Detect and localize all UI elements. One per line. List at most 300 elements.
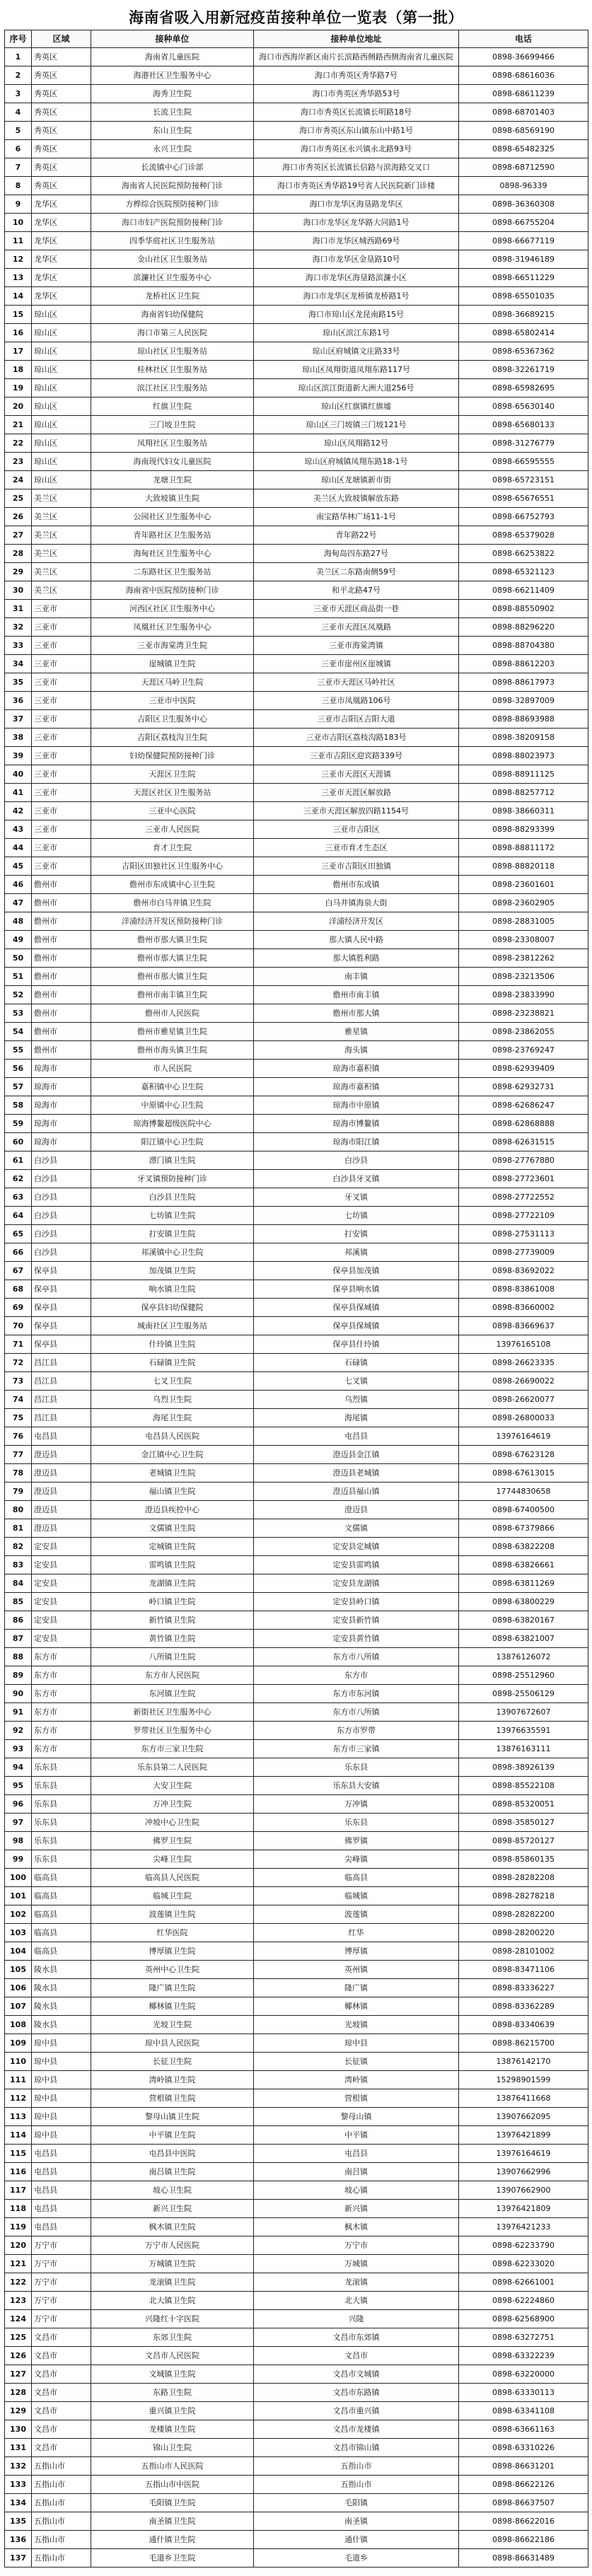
row-number: 65 bbox=[5, 1225, 32, 1243]
row-phone: 0898-62568900 bbox=[459, 2310, 588, 2328]
row-address: 三亚市天涯区解放四路1154号 bbox=[254, 802, 459, 820]
row-district: 琼中县 bbox=[32, 2089, 91, 2108]
table-row bbox=[5, 1060, 588, 1078]
row-address: 乐东县大安镇 bbox=[254, 1777, 459, 1795]
row-phone: 0898-88023973 bbox=[459, 747, 588, 765]
table-row bbox=[5, 48, 588, 66]
row-site-name: 妇幼保健院预防接种门诊 bbox=[91, 747, 254, 765]
row-number: 50 bbox=[5, 949, 32, 968]
row-district: 屯昌县 bbox=[32, 2163, 91, 2181]
row-district: 秀英区 bbox=[32, 140, 91, 158]
row-number: 61 bbox=[5, 1151, 32, 1170]
table-row bbox=[5, 2292, 588, 2310]
table-row bbox=[5, 2310, 588, 2328]
row-address: 南圣镇 bbox=[254, 2512, 459, 2531]
row-number: 46 bbox=[5, 876, 32, 894]
row-district: 琼中县 bbox=[32, 2108, 91, 2126]
row-phone: 0898-28200220 bbox=[459, 1924, 588, 1942]
row-number: 129 bbox=[5, 2402, 32, 2420]
row-address: 保亭县保城镇 bbox=[254, 1299, 459, 1317]
row-district: 秀英区 bbox=[32, 177, 91, 195]
row-phone: 0898-62686247 bbox=[459, 1096, 588, 1115]
row-district: 屯昌县 bbox=[32, 2181, 91, 2200]
row-phone: 0898-28278218 bbox=[459, 1887, 588, 1905]
table-row bbox=[5, 857, 588, 876]
row-number: 31 bbox=[5, 600, 32, 618]
row-address: 东方市三家镇 bbox=[254, 1740, 459, 1758]
row-phone: 0898-63322239 bbox=[459, 2347, 588, 2365]
row-address: 东方市东河镇 bbox=[254, 1685, 459, 1703]
row-number: 72 bbox=[5, 1354, 32, 1372]
row-number: 16 bbox=[5, 324, 32, 342]
row-site-name: 东路卫生院 bbox=[91, 2384, 254, 2402]
row-district: 万宁市 bbox=[32, 2310, 91, 2328]
table-row bbox=[5, 673, 588, 692]
row-district: 琼中县 bbox=[32, 2126, 91, 2145]
row-number: 67 bbox=[5, 1262, 32, 1280]
row-site-name: 英州中心卫生院 bbox=[91, 1961, 254, 1979]
row-number: 107 bbox=[5, 1997, 32, 2016]
row-number: 111 bbox=[5, 2071, 32, 2089]
row-phone: 0898-67400500 bbox=[459, 1501, 588, 1519]
row-address: 定安县雷鸣镇 bbox=[254, 1556, 459, 1574]
row-phone: 0898-96339 bbox=[459, 177, 588, 195]
row-district: 三亚市 bbox=[32, 673, 91, 692]
row-phone: 0898-83340639 bbox=[459, 2016, 588, 2034]
row-site-name: 金江镇中心卫生院 bbox=[91, 1446, 254, 1464]
row-phone: 0898-83362289 bbox=[459, 1997, 588, 2016]
row-phone: 0898-63661163 bbox=[459, 2420, 588, 2439]
row-site-name: 儋州市那大镇卫生院 bbox=[91, 931, 254, 949]
row-district: 琼山区 bbox=[32, 453, 91, 471]
row-phone: 13976635591 bbox=[459, 1722, 588, 1740]
table-row bbox=[5, 968, 588, 986]
row-phone: 0898-66677119 bbox=[459, 232, 588, 250]
row-site-name: 龙塘卫生院 bbox=[91, 471, 254, 489]
row-site-name: 三亚市中医院 bbox=[91, 692, 254, 710]
row-phone: 0898-23601601 bbox=[459, 876, 588, 894]
table-row bbox=[5, 655, 588, 673]
row-district: 琼山区 bbox=[32, 416, 91, 434]
row-district: 琼山区 bbox=[32, 324, 91, 342]
row-phone: 0898-27531113 bbox=[459, 1225, 588, 1243]
row-number: 10 bbox=[5, 214, 32, 232]
row-number: 101 bbox=[5, 1887, 32, 1905]
table-row bbox=[5, 195, 588, 214]
row-number: 106 bbox=[5, 1979, 32, 1997]
row-address: 琼山区滨江街道新大洲大道256号 bbox=[254, 379, 459, 398]
row-address: 石碌镇 bbox=[254, 1354, 459, 1372]
row-number: 55 bbox=[5, 1041, 32, 1060]
row-site-name: 南圣镇卫生院 bbox=[91, 2512, 254, 2531]
row-phone: 0898-83669637 bbox=[459, 1317, 588, 1335]
row-site-name: 方桦综合医院预防接种门诊 bbox=[91, 195, 254, 214]
row-number: 127 bbox=[5, 2365, 32, 2384]
row-number: 87 bbox=[5, 1630, 32, 1648]
row-district: 屯昌县 bbox=[32, 1427, 91, 1446]
row-district: 秀英区 bbox=[32, 103, 91, 122]
row-number: 113 bbox=[5, 2108, 32, 2126]
row-site-name: 营根镇卫生院 bbox=[91, 2089, 254, 2108]
table-row bbox=[5, 618, 588, 637]
row-number: 82 bbox=[5, 1538, 32, 1556]
table-row bbox=[5, 1777, 588, 1795]
row-site-name: 佛罗卫生院 bbox=[91, 1832, 254, 1850]
table-row bbox=[5, 1574, 588, 1593]
row-number: 51 bbox=[5, 968, 32, 986]
row-site-name: 石碌镇卫生院 bbox=[91, 1354, 254, 1372]
table-row bbox=[5, 1409, 588, 1427]
row-address: 澄迈县金江镇 bbox=[254, 1446, 459, 1464]
row-number: 131 bbox=[5, 2439, 32, 2457]
row-phone: 13876126072 bbox=[459, 1648, 588, 1666]
table-row bbox=[5, 802, 588, 820]
row-district: 白沙县 bbox=[32, 1207, 91, 1225]
table-row bbox=[5, 1538, 588, 1556]
table-row bbox=[5, 1887, 588, 1905]
row-site-name: 儋州市南丰镇卫生院 bbox=[91, 986, 254, 1004]
row-district: 屯昌县 bbox=[32, 2145, 91, 2163]
table-row bbox=[5, 2549, 588, 2568]
row-district: 文昌市 bbox=[32, 2420, 91, 2439]
row-district: 临高县 bbox=[32, 1869, 91, 1887]
row-address: 海口市西海岸新区南片长滨路西侧路西侧海南省儿童医院 bbox=[254, 48, 459, 66]
row-site-name: 定城镇卫生院 bbox=[91, 1538, 254, 1556]
table-row bbox=[5, 2181, 588, 2200]
row-phone: 0898-27723601 bbox=[459, 1170, 588, 1188]
row-number: 116 bbox=[5, 2163, 32, 2181]
row-district: 昌江县 bbox=[32, 1372, 91, 1391]
table-row bbox=[5, 342, 588, 361]
row-site-name: 海南现代妇女儿童医院 bbox=[91, 453, 254, 471]
row-phone: 0898-65482325 bbox=[459, 140, 588, 158]
row-address: 五指山市 bbox=[254, 2476, 459, 2494]
row-address: 七叉镇 bbox=[254, 1372, 459, 1391]
row-address: 海尾镇 bbox=[254, 1409, 459, 1427]
table-row bbox=[5, 1740, 588, 1758]
row-district: 龙华区 bbox=[32, 250, 91, 269]
row-site-name: 海南省中医院预防接种门诊 bbox=[91, 581, 254, 600]
row-district: 三亚市 bbox=[32, 802, 91, 820]
row-phone: 0898-62233020 bbox=[459, 2255, 588, 2273]
table-row bbox=[5, 1115, 588, 1133]
row-site-name: 博厚镇卫生院 bbox=[91, 1942, 254, 1961]
row-address: 琼山区龙塘镇新市街 bbox=[254, 471, 459, 489]
row-phone: 0898-28282200 bbox=[459, 1905, 588, 1924]
row-address: 文昌市锦山镇 bbox=[254, 2439, 459, 2457]
row-district: 东方市 bbox=[32, 1666, 91, 1685]
row-district: 三亚市 bbox=[32, 618, 91, 637]
row-number: 96 bbox=[5, 1795, 32, 1814]
row-phone: 0898-88704380 bbox=[459, 637, 588, 655]
row-district: 儋州市 bbox=[32, 912, 91, 931]
row-address: 湾岭镇 bbox=[254, 2071, 459, 2089]
row-site-name: 光坡卫生院 bbox=[91, 2016, 254, 2034]
table-row bbox=[5, 158, 588, 177]
row-phone: 13876142170 bbox=[459, 2053, 588, 2071]
table-row bbox=[5, 912, 588, 931]
row-phone: 0898-62631515 bbox=[459, 1133, 588, 1151]
row-address: 定安县新竹镇 bbox=[254, 1611, 459, 1630]
row-phone: 0898-68712590 bbox=[459, 158, 588, 177]
row-number: 34 bbox=[5, 655, 32, 673]
row-phone: 0898-23308007 bbox=[459, 931, 588, 949]
row-address: 文昌市文城镇 bbox=[254, 2365, 459, 2384]
row-address: 北大镇 bbox=[254, 2292, 459, 2310]
row-number: 89 bbox=[5, 1666, 32, 1685]
row-district: 东方市 bbox=[32, 1740, 91, 1758]
row-number: 12 bbox=[5, 250, 32, 269]
row-site-name: 椰林镇卫生院 bbox=[91, 1997, 254, 2016]
table-row bbox=[5, 2328, 588, 2347]
row-site-name: 桂林社区卫生服务站 bbox=[91, 361, 254, 379]
row-address: 海口市秀英区长流镇长信路与滨海路交叉口 bbox=[254, 158, 459, 177]
row-address: 尖峰镇 bbox=[254, 1850, 459, 1869]
table-row bbox=[5, 1869, 588, 1887]
row-address: 佛罗镇 bbox=[254, 1832, 459, 1850]
row-district: 定安县 bbox=[32, 1574, 91, 1593]
row-district: 文昌市 bbox=[32, 2365, 91, 2384]
table-row bbox=[5, 379, 588, 398]
row-number: 4 bbox=[5, 103, 32, 122]
row-site-name: 长流卫生院 bbox=[91, 103, 254, 122]
row-number: 125 bbox=[5, 2328, 32, 2347]
table-row bbox=[5, 2053, 588, 2071]
row-district: 保亭县 bbox=[32, 1299, 91, 1317]
row-number: 53 bbox=[5, 1004, 32, 1023]
row-number: 37 bbox=[5, 710, 32, 729]
row-site-name: 东郊卫生院 bbox=[91, 2328, 254, 2347]
row-number: 60 bbox=[5, 1133, 32, 1151]
table-row bbox=[5, 434, 588, 453]
row-address: 海口市秀英区秀华路7号 bbox=[254, 66, 459, 85]
row-site-name: 文昌市人民医院 bbox=[91, 2347, 254, 2365]
row-phone: 0898-36689215 bbox=[459, 306, 588, 324]
row-number: 130 bbox=[5, 2420, 32, 2439]
row-site-name: 海口市第三人民医院 bbox=[91, 324, 254, 342]
row-address: 三亚市海棠湾镇 bbox=[254, 637, 459, 655]
row-district: 澄迈县 bbox=[32, 1501, 91, 1519]
row-district: 龙华区 bbox=[32, 232, 91, 250]
table-row bbox=[5, 1961, 588, 1979]
row-site-name: 海南省妇幼保健院 bbox=[91, 306, 254, 324]
table-row bbox=[5, 1188, 588, 1207]
row-site-name: 北大镇卫生院 bbox=[91, 2292, 254, 2310]
row-phone: 0898-65723151 bbox=[459, 471, 588, 489]
row-district: 秀英区 bbox=[32, 85, 91, 103]
row-address: 三亚市天涯区天涯镇 bbox=[254, 765, 459, 784]
row-district: 乐东县 bbox=[32, 1758, 91, 1777]
row-site-name: 海甸社区卫生服务中心 bbox=[91, 545, 254, 563]
row-address: 和平北路47号 bbox=[254, 581, 459, 600]
row-phone: 0898-65982695 bbox=[459, 379, 588, 398]
row-district: 东方市 bbox=[32, 1648, 91, 1666]
row-site-name: 天涯区卫生院 bbox=[91, 765, 254, 784]
table-header-row bbox=[5, 30, 588, 48]
row-phone: 13976165108 bbox=[459, 1335, 588, 1354]
row-site-name: 雷鸣镇卫生院 bbox=[91, 1556, 254, 1574]
row-number: 28 bbox=[5, 545, 32, 563]
row-site-name: 阳江镇中心卫生院 bbox=[91, 1133, 254, 1151]
row-site-name: 澄迈县疾控中心 bbox=[91, 1501, 254, 1519]
table-row bbox=[5, 2163, 588, 2181]
row-phone: 0898-38660311 bbox=[459, 802, 588, 820]
row-address: 琼山区滨江东路1号 bbox=[254, 324, 459, 342]
row-district: 琼山区 bbox=[32, 342, 91, 361]
row-address: 海口市秀英区永兴镇永北路93号 bbox=[254, 140, 459, 158]
row-number: 91 bbox=[5, 1703, 32, 1722]
row-district: 三亚市 bbox=[32, 857, 91, 876]
row-district: 龙华区 bbox=[32, 287, 91, 306]
row-number: 92 bbox=[5, 1722, 32, 1740]
row-site-name: 三亚市海棠湾卫生院 bbox=[91, 637, 254, 655]
row-district: 东方市 bbox=[32, 1722, 91, 1740]
table-row bbox=[5, 2218, 588, 2236]
row-address: 五指山市 bbox=[254, 2457, 459, 2476]
row-district: 保亭县 bbox=[32, 1280, 91, 1299]
table-row bbox=[5, 1942, 588, 1961]
table-row bbox=[5, 1850, 588, 1869]
row-district: 白沙县 bbox=[32, 1225, 91, 1243]
row-site-name: 响水镇卫生院 bbox=[91, 1280, 254, 1299]
row-number: 97 bbox=[5, 1814, 32, 1832]
row-site-name: 海南省人民医院预防接种门诊 bbox=[91, 177, 254, 195]
row-phone: 0898-88811172 bbox=[459, 839, 588, 857]
table-row bbox=[5, 416, 588, 434]
row-number: 118 bbox=[5, 2200, 32, 2218]
table-row bbox=[5, 1814, 588, 1832]
row-phone: 0898-63822208 bbox=[459, 1538, 588, 1556]
row-address: 白沙县牙叉镇 bbox=[254, 1170, 459, 1188]
row-site-name: 文儒镇卫生院 bbox=[91, 1519, 254, 1538]
row-district: 三亚市 bbox=[32, 692, 91, 710]
row-phone: 0898-88296220 bbox=[459, 618, 588, 637]
row-site-name: 儋州市人民医院 bbox=[91, 1004, 254, 1023]
row-site-name: 市人民医院 bbox=[91, 1060, 254, 1078]
row-site-name: 龙楼镇卫生院 bbox=[91, 2420, 254, 2439]
row-district: 东方市 bbox=[32, 1685, 91, 1703]
row-site-name: 万冲卫生院 bbox=[91, 1795, 254, 1814]
row-number: 59 bbox=[5, 1115, 32, 1133]
table-row bbox=[5, 2255, 588, 2273]
row-district: 琼山区 bbox=[32, 361, 91, 379]
row-site-name: 什玲镇卫生院 bbox=[91, 1335, 254, 1354]
table-row bbox=[5, 1611, 588, 1630]
table-row bbox=[5, 2071, 588, 2089]
table-row bbox=[5, 177, 588, 195]
row-address: 三亚市天涯区商品街一巷 bbox=[254, 600, 459, 618]
row-district: 屯昌县 bbox=[32, 2200, 91, 2218]
row-address: 海口市秀英区秀华路19号省人民医院新门诊楼 bbox=[254, 177, 459, 195]
row-site-name: 长征卫生院 bbox=[91, 2053, 254, 2071]
row-site-name: 大安卫生院 bbox=[91, 1777, 254, 1795]
row-number: 5 bbox=[5, 122, 32, 140]
row-phone: 0898-62939409 bbox=[459, 1060, 588, 1078]
row-address: 三亚市天涯区解放路 bbox=[254, 784, 459, 802]
table-row bbox=[5, 306, 588, 324]
row-address: 中平镇 bbox=[254, 2126, 459, 2145]
table-row bbox=[5, 1924, 588, 1942]
row-number: 6 bbox=[5, 140, 32, 158]
row-site-name: 吉阳区荔枝沟卫生院 bbox=[91, 729, 254, 747]
row-site-name: 城南社区卫生服务站 bbox=[91, 1317, 254, 1335]
row-address: 万城镇 bbox=[254, 2255, 459, 2273]
table-row bbox=[5, 1280, 588, 1299]
row-district: 三亚市 bbox=[32, 729, 91, 747]
row-number: 63 bbox=[5, 1188, 32, 1207]
row-district: 三亚市 bbox=[32, 600, 91, 618]
row-district: 琼海市 bbox=[32, 1060, 91, 1078]
table-row bbox=[5, 140, 588, 158]
row-address: 三亚市天涯区马岭社区 bbox=[254, 673, 459, 692]
row-phone: 13907662996 bbox=[459, 2163, 588, 2181]
row-phone: 0898-27767880 bbox=[459, 1151, 588, 1170]
row-phone: 0898-27739009 bbox=[459, 1243, 588, 1262]
table-row bbox=[5, 1795, 588, 1814]
row-number: 104 bbox=[5, 1942, 32, 1961]
row-district: 万宁市 bbox=[32, 2255, 91, 2273]
row-number: 73 bbox=[5, 1372, 32, 1391]
row-phone: 0898-66595555 bbox=[459, 453, 588, 471]
row-site-name: 乐东县第二人民医院 bbox=[91, 1758, 254, 1777]
row-address: 万冲镇 bbox=[254, 1795, 459, 1814]
row-phone: 0898-65680133 bbox=[459, 416, 588, 434]
row-number: 21 bbox=[5, 416, 32, 434]
row-phone: 0898-23238821 bbox=[459, 1004, 588, 1023]
row-site-name: 湾岭镇卫生院 bbox=[91, 2071, 254, 2089]
row-phone: 0898-62233790 bbox=[459, 2236, 588, 2255]
row-phone: 0898-28101002 bbox=[459, 1942, 588, 1961]
row-number: 66 bbox=[5, 1243, 32, 1262]
row-number: 42 bbox=[5, 802, 32, 820]
row-district: 琼海市 bbox=[32, 1115, 91, 1133]
row-district: 儋州市 bbox=[32, 986, 91, 1004]
row-phone: 0898-36699466 bbox=[459, 48, 588, 66]
row-site-name: 青年路社区卫生服务站 bbox=[91, 526, 254, 545]
row-site-name: 毛道乡卫生院 bbox=[91, 2549, 254, 2568]
row-address: 三亚市崖州区崖城镇 bbox=[254, 655, 459, 673]
row-district: 澄迈县 bbox=[32, 1464, 91, 1483]
table-row bbox=[5, 1317, 588, 1335]
row-phone: 13876411668 bbox=[459, 2089, 588, 2108]
row-address: 坡心镇 bbox=[254, 2181, 459, 2200]
row-site-name: 儋州市那大镇卫生院 bbox=[91, 949, 254, 968]
row-address: 保亭县保城镇 bbox=[254, 1317, 459, 1335]
row-phone: 0898-86622126 bbox=[459, 2476, 588, 2494]
row-address: 南丰镇 bbox=[254, 968, 459, 986]
row-phone: 0898-32261719 bbox=[459, 361, 588, 379]
row-number: 108 bbox=[5, 2016, 32, 2034]
row-site-name: 儋州市东成镇中心卫生院 bbox=[91, 876, 254, 894]
table-row bbox=[5, 508, 588, 526]
row-site-name: 嘉积镇中心卫生院 bbox=[91, 1078, 254, 1096]
row-district: 定安县 bbox=[32, 1611, 91, 1630]
table-row bbox=[5, 2145, 588, 2163]
row-number: 74 bbox=[5, 1391, 32, 1409]
row-site-name: 重兴镇卫生院 bbox=[91, 2402, 254, 2420]
row-site-name: 凤翔社区卫生服务站 bbox=[91, 434, 254, 453]
row-number: 19 bbox=[5, 379, 32, 398]
row-site-name: 公园社区卫生服务中心 bbox=[91, 508, 254, 526]
row-number: 76 bbox=[5, 1427, 32, 1446]
table-row bbox=[5, 1133, 588, 1151]
row-site-name: 七叉卫生院 bbox=[91, 1372, 254, 1391]
row-phone: 0898-26800033 bbox=[459, 1409, 588, 1427]
row-number: 83 bbox=[5, 1556, 32, 1574]
table-row bbox=[5, 2402, 588, 2420]
row-number: 122 bbox=[5, 2273, 32, 2292]
row-site-name: 二东路社区卫生服务站 bbox=[91, 563, 254, 581]
